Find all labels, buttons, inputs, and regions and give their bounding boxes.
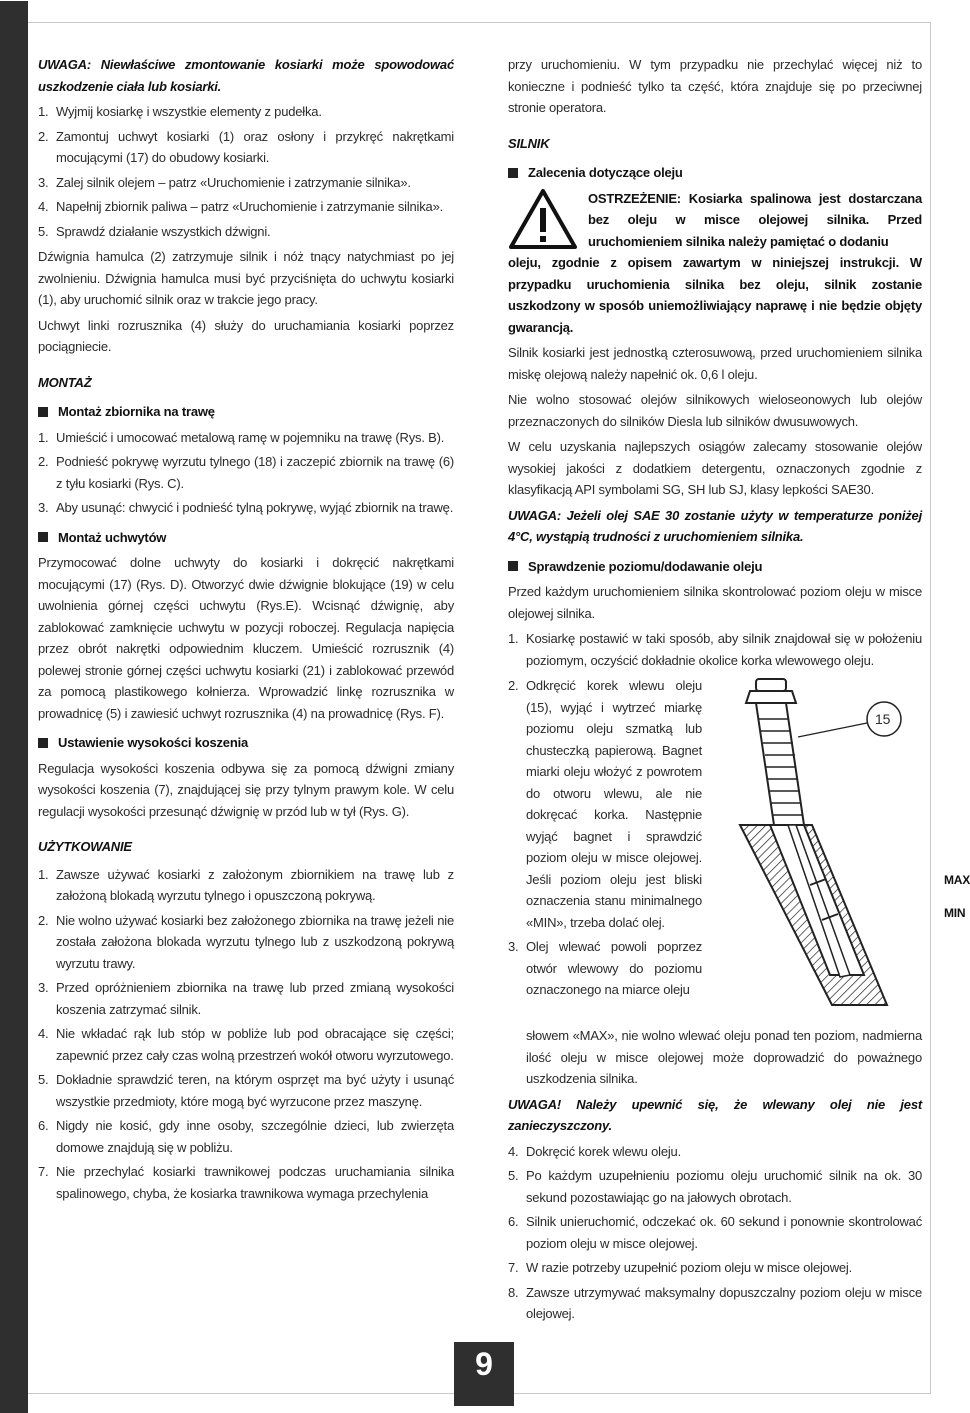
list-item: 7. W razie potrzeby uzupełnić poziom oleju w misce olejowej. [508, 1260, 853, 1275]
warning-triangle-icon [508, 188, 578, 250]
assembly-steps [38, 101, 454, 242]
dipstick-figure [712, 675, 970, 1035]
list-item: 3. Olej wlewać powoli poprzez otwór wlewowy do poziomu oznaczonego na miarce oleju [508, 939, 702, 997]
page-number: 9 [475, 1346, 493, 1382]
oil-check-paragraph: Przed każdym uruchomieniem silnika skontrolować poziom oleju w misce olejowej silnika. [508, 584, 922, 621]
bullet-square-icon [508, 168, 518, 178]
list-item: 2. Podnieść pokrywę wyrzutu tylnego (18) i zaczepić zbiornik na trawę (6) z tyłu kosiarki (Rys. C). [38, 454, 454, 491]
bullet-square-icon [508, 561, 518, 571]
list-item: 6. Silnik unieruchomić, odczekać ok. 60 sekund i ponownie skontrolować poziom oleju w misce olejowej. [508, 1214, 922, 1251]
list-item: 1. Wyjmij kosiarkę i wszystkie elementy z pudełka. [38, 104, 322, 119]
list-item: 4. Nie wkładać rąk lub stóp w pobliże lub pod obracające się części; zapewnić przez cały czas wolną przestrzeń wokół otworu wyrzutowego. [38, 1026, 454, 1063]
list-item: 3. Przed opróżnieniem zbiornika na trawę lub przed zmianą wysokości koszenia zatrzymać silnik. [38, 980, 454, 1017]
handles-paragraph: Przymocować dolne uchwyty do kosiarki i dokręcić nakrętkami mocującymi (17) (Rys. D). Otworzyć dwie dźwignie blokujące (19) w celu uwolnienia górnej części uchwytu (Rys.E). Wcisnąć dźwignię, aby zablokować zamknięcie uchwytu w pozycji roboczej. Regulacja napięcia przez obrót nakrętki odpowiednim kluczem. Umieścić rozrusznik (4) polewej stronie górnej części uchwytu kosiarki (21) i zablokować przewód za pomocą plastikowego kołnierza. Wprowadzić linkę rozrusznika w prowadnicę (5) i zawiesić uchwyt rozrusznika (4) na prowadnicę (Rys. F). [38, 555, 454, 721]
subsection-cutting-height: Ustawienie wysokości koszenia [38, 732, 454, 754]
oil-steps-1 [508, 628, 922, 671]
engine-paragraph: Silnik kosiarki jest jednostką czterosuwową, przed uruchomieniem silnika miskę olejową należy napełnić ok. 0,6 l oleju. [508, 345, 922, 382]
list-item: 1. Umieścić i umocować metalową ramę w pojemniku na trawę (Rys. B). [38, 429, 445, 445]
list-item: 5. Dokładnie sprawdzić teren, na którym osprzęt ma być użyty i usunąć wszystkie przedmioty, które mogą być wyrzucone przez maszynę. [38, 1072, 454, 1109]
list-item: 3. Zalej silnik olejem – patrz «Uruchomienie i zatrzymanie silnika». [38, 174, 411, 190]
subsection-oil: Zalecenia dotyczące oleju [508, 162, 922, 184]
max-label: MAX [944, 873, 970, 887]
list-item: 1. Zawsze używać kosiarki z założonym zbiornikiem na trawę lub z założoną blokadą wyrzutu tylnego i opuszczoną pokrywą. [38, 866, 454, 903]
list-item: 3. Aby usunąć: chwycić i podnieść tylną pokrywę, wyjąć zbiornik na trawę. [38, 500, 454, 515]
height-paragraph: Regulacja wysokości koszenia odbywa się za pomocą dźwigni zmiany wysokości koszenia (7), znajdującej się przy tylnym prawym kole. W celu regulacji wysokości przesunąć dźwignię w przód lub w tył (Rys. G). [38, 760, 454, 819]
min-label: MIN [944, 906, 966, 920]
left-column [38, 54, 454, 1208]
contamination-warning: UWAGA! Należy upewnić się, że wlewany olej nie jest zanieczyszczony. [508, 1096, 922, 1133]
dipstick-row [508, 675, 970, 1035]
grass-bag-steps [38, 427, 454, 519]
list-item: 4. Napełnij zbiornik paliwa – patrz «Uruchomienie i zatrzymanie silnika». [38, 199, 444, 214]
multigrade-paragraph: Nie wolno stosować olejów silnikowych wieloseonowych lub olejów przeznaczonych do silników Diesla lub silników dwusuwowych. [508, 392, 922, 429]
oil-warning-box [508, 188, 922, 253]
bullet-square-icon [38, 407, 48, 417]
callout-15-label: 15 [875, 711, 891, 727]
subsection-handles: Montaż uchwytów [38, 527, 454, 549]
bullet-square-icon [38, 738, 48, 748]
usage-steps [38, 864, 454, 1205]
list-item: 1. Kosiarkę postawić w taki sposób, aby silnik znajdował się w położeniu poziomym, oczyścić dokładnie okolice korka wlewowego oleju. [508, 631, 922, 668]
oil-quality-paragraph: W celu uzyskania najlepszych osiągów zalecamy stosowanie olejów wysokiej jakości z dodatkiem detergentu, oznaczonych zgodnie z klasyfikacją API symbolami SG, SH lub SJ, klasy lepkości SAE30. [508, 439, 922, 497]
list-item: 2. Odkręcić korek wlewu oleju (15), wyjąć i wytrzeć miarkę poziomu oleju szmatką lub chusteczką papierową. Bagnet miarki oleju włożyć z powrotem do otworu wlewu, ale nie dokręcać korka. Następnie wyjąć bagnet i sprawdzić poziom oleju w misce olejowej. Jeśli poziom oleju jest bliski oznaczenia stanu minimalnego «MIN», trzeba dolać olej. [508, 678, 702, 930]
list-item: 2. Nie wolno używać kosiarki bez założonego zbiornika na trawę jeżeli nie została założona blokada wyrzutu tylnego lub z uszkodzoną pokrywą wyrzutu trawy. [38, 912, 454, 971]
list-item: 5. Sprawdź działanie wszystkich dźwigni. [38, 223, 271, 239]
list-item: 2. Zamontuj uchwyt kosiarki (1) oraz osłony i przykręć nakrętkami mocującymi (17) do obudowy kosiarki. [38, 128, 454, 165]
bullet-square-icon [38, 532, 48, 542]
list-item: 5. Po każdym uzupełnieniu poziomu oleju uruchomić silnik na ok. 30 sekund pozostawiając go na jałowych obrotach. [508, 1168, 922, 1205]
subsection-grass-bag: Montaż zbiornika na trawę [38, 401, 454, 423]
assembly-warning: UWAGA: Niewłaściwe zmontowanie kosiarki może spowodować uszkodzenie ciała lub kosiarki. [38, 57, 454, 94]
list-item: 7. Nie przechylać kosiarki trawnikowej podczas uruchamiania silnika spalinowego, chyba, że kosiarka trawnikowa wymaga przechylenia [38, 1164, 454, 1201]
section-title-montaz: MONTAŻ [38, 374, 92, 390]
subsection-oil-check: Sprawdzenie poziomu/dodawanie oleju [508, 556, 922, 578]
section-title-silnik: SILNIK [508, 135, 550, 151]
oil-steps-3 [508, 1141, 922, 1325]
section-title-usage: UŻYTKOWANIE [38, 839, 132, 854]
right-column [508, 54, 970, 1329]
list-item: 8. Zawsze utrzymywać maksymalny dopuszczalny poziom oleju w misce olejowej. [508, 1284, 922, 1321]
list-item: 6. Nigdy nie kosić, gdy inne osoby, szczególnie dzieci, lub zwierzęta domowe znajdują się w pobliżu. [38, 1118, 454, 1155]
continuation-paragraph: przy uruchomieniu. W tym przypadku nie przechylać więcej niż to konieczne i podnieść tylko ta część, która znajduje się po przeciwnej stronie operatora. [508, 57, 922, 115]
oil-steps-2 [508, 675, 702, 1001]
list-item: 4. Dokręcić korek wlewu oleju. [508, 1143, 681, 1159]
sae-warning: UWAGA: Jeżeli olej SAE 30 zostanie użyty w temperaturze poniżej 4°C, wystąpią trudności z uruchomieniem silnika. [508, 507, 922, 544]
oil-step3-continued: słowem «MAX», nie wolno wlewać oleju ponad ten poziom, nadmierna ilość oleju w misce olejowej może doprowadzić do poważnego uszkodzenia silnika. [526, 1028, 922, 1086]
oil-warning-text: OSTRZEŻENIE: Kosiarka spalinowa jest dostarczana bez oleju w misce olejowej silnika. Przed uruchomieniem silnika należy pamiętać o dodaniu [588, 190, 922, 249]
starter-paragraph: Uchwyt linki rozrusznika (4) służy do uruchamiania kosiarki poprzez pociągniecie. [38, 317, 454, 354]
brake-paragraph: Dźwignia hamulca (2) zatrzymuje silnik i nóż tnący natychmiast po jej zwolnieniu. Dźwignia hamulca musi być przyciśnięta do uchwytu kosiarki (1), aby uruchomić silnik oraz w trakcie jego pracy. [38, 249, 454, 307]
oil-warning-continued: oleju, zgodnie z opisem zawartym w niniejszej instrukcji. W przypadku uruchomienia silnika bez oleju, silnik zostanie uszkodzony w sposób uniemożliwiający naprawę i nie będzie objęty gwarancją. [508, 255, 922, 335]
dipstick-illustration [712, 675, 922, 1015]
